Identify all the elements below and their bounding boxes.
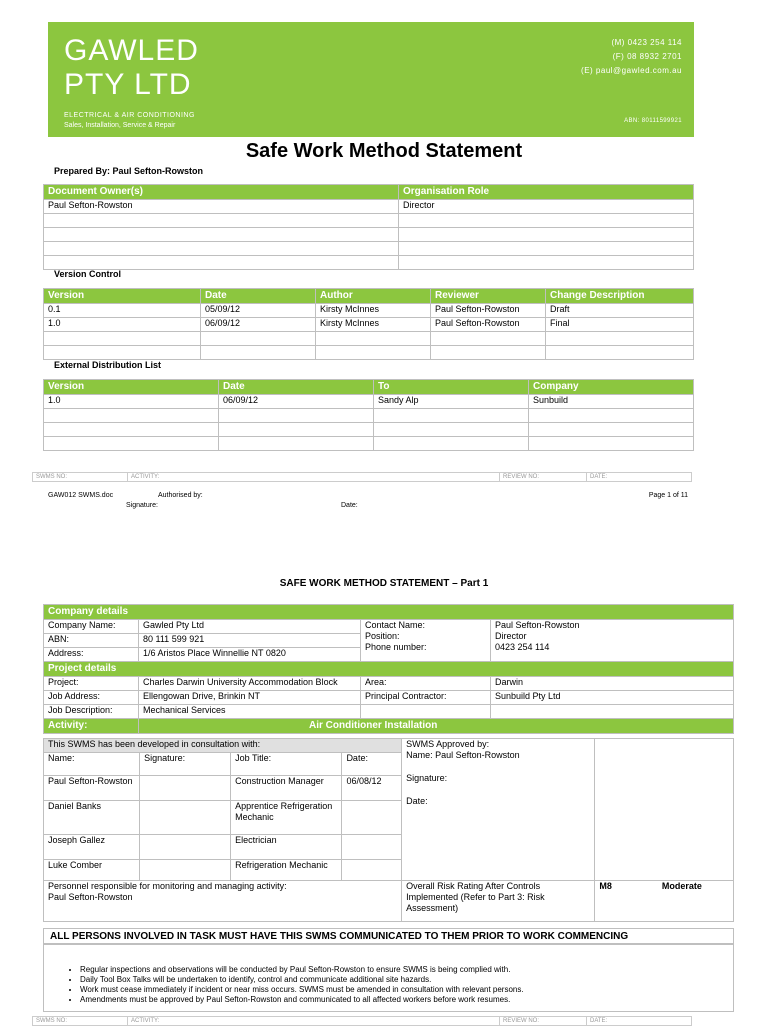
footer-strip-2: SWMS NO: ACTIVITY: REVIEW NO: DATE: (32, 1016, 692, 1026)
distribution-label: External Distribution List (54, 360, 162, 370)
notice-banner: ALL PERSONS INVOLVED IN TASK MUST HAVE THIS SWMS COMMUNICATED TO THEM PRIOR TO WORK COMMENCING (43, 928, 734, 944)
version-control-label: Version Control (54, 269, 122, 279)
signature-label: Signature: (126, 502, 158, 509)
doc-name: GAW012 SWMS.doc (48, 492, 114, 499)
footer-strip: SWMS NO: ACTIVITY: REVIEW NO: DATE: (32, 472, 692, 482)
owners-table: Document Owner(s) Organisation Role Paul Sefton-Rowston Director (43, 184, 694, 270)
date-label: Date: (341, 502, 358, 509)
bullet: • Amendments must be approved by Paul Sefton-Rowston and communicated to all affected workers before work resumes. (80, 995, 733, 1005)
page-number: Page 1 of 11 (648, 492, 688, 499)
company-logo: GAWLED PTY LTD (64, 34, 199, 101)
consultation-table: This SWMS has been developed in consultation with: SWMS Approved by: Name: Paul Sefton-Rowston Signature: Date: Name: Signature: Job Title: Date: Paul Sefton-Rowston Construction Manager 06/08/12 Daniel Banks Apprentice Refrigeration Mechanic Joseph Gallez Electrician Luke Comber Refrigeration Mechanic Personnel responsible for monitoring and managing activity: Paul Sefton-Rowston Overall Risk Rating After Controls Implemented (Refer to Part 3: Risk Assessment) M8 Moderate (43, 738, 734, 922)
page-title: Safe Work Method Statement (245, 140, 523, 162)
authorised-by: Authorised by: (158, 492, 203, 499)
bullet: • Work must cease immediately if incident or near miss occurs. SWMS must be amended in consultation with relevant persons. (80, 985, 733, 995)
abn-text: ABN: 80111599921 (624, 118, 682, 124)
bullet-box (43, 944, 734, 1012)
distribution-table: Version Date To Company 1.0 06/09/12 Sandy Alp Sunbuild (43, 379, 694, 451)
company-table: Company details Company Name: Gawled Pty Ltd Contact Name: Position: Phone number: Paul Sefton-Rowston Director 0423 254 114 ABN: 80 111 599 921 Address: 1/6 Aristos Place Winnellie NT 0820 Project details Project: Charles Darwin University Accommodation Block Area: Darwin Job Address: Ellengowan Drive, Brinkin NT Principal Contractor: Sunbuild Pty Ltd Job Description: Mechanical Services Activity: Air Conditioner Installation (43, 604, 734, 734)
contact-info: (M) 0423 254 114 (F) 08 8932 2701 (E) paul@gawled.com.au (581, 38, 682, 75)
tagline-sub: Sales, Installation, Service & Repair (64, 122, 176, 129)
tagline: ELECTRICAL & AIR CONDITIONING (64, 112, 195, 119)
bullet: • Regular inspections and observations will be conducted by Paul Sefton-Rowston to ensure SWMS is being complied with. (80, 965, 733, 975)
prepared-by: Prepared By: Paul Sefton-Rowston (54, 166, 204, 176)
part1-title: SAFE WORK METHOD STATEMENT – Part 1 (279, 578, 489, 589)
version-table: Version Date Author Reviewer Change Description 0.1 05/09/12 Kirsty McInnes Paul Sefton-Rowston Draft 1.0 06/09/12 Kirsty McInnes Paul Sefton-Rowston Final (43, 288, 694, 360)
bullet: • Daily Tool Box Talks will be undertaken to identify, control and communicate additional site hazards. (80, 975, 733, 985)
